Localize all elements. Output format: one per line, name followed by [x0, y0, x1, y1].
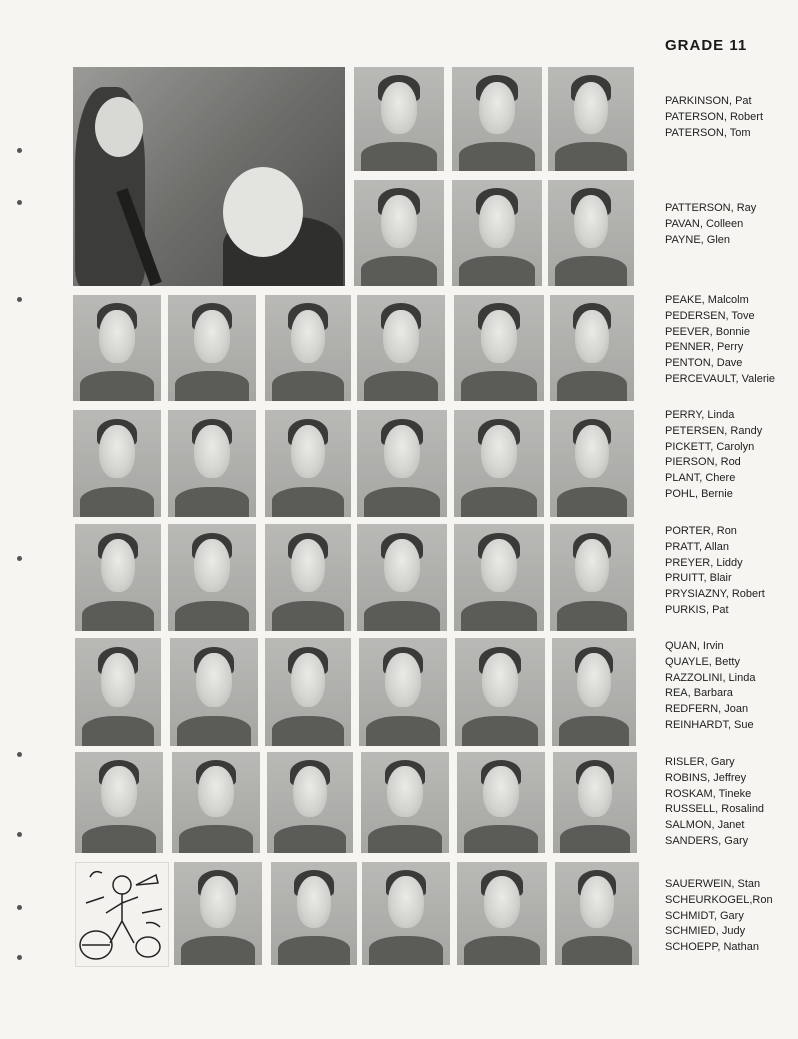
student-portrait — [354, 180, 444, 286]
student-portrait — [168, 295, 256, 401]
punch-hole-icon — [17, 148, 22, 153]
student-name: RAZZOLINI, Linda — [665, 671, 756, 684]
student-portrait — [452, 180, 542, 286]
student-name: SCHOEPP, Nathan — [665, 941, 759, 954]
student-name: PAVAN, Colleen — [665, 217, 744, 230]
punch-hole-icon — [17, 955, 22, 960]
student-name: PETERSEN, Randy — [665, 424, 763, 437]
student-name: PURKIS, Pat — [665, 603, 729, 616]
student-name: PEDERSEN, Tove — [665, 309, 755, 322]
student-name: PRUITT, Blair — [665, 572, 732, 585]
student-portrait — [357, 524, 447, 631]
student-portrait — [362, 862, 450, 965]
name-list — [665, 408, 762, 503]
student-portrait — [457, 752, 545, 853]
student-name: RISLER, Gary — [665, 756, 735, 768]
student-name: SCHEURKOGEL,Ron — [665, 893, 773, 906]
student-name: REINHARDT, Sue — [665, 718, 754, 731]
student-name: SALMON, Janet — [665, 819, 745, 832]
student-portrait — [359, 638, 447, 746]
student-name: PLANT, Chere — [665, 472, 736, 485]
student-name: PREYER, Liddy — [665, 556, 743, 569]
student-name: PATTERSON, Ray — [665, 202, 757, 214]
student-name: PENNER, Perry — [665, 341, 744, 354]
student-portrait — [457, 862, 547, 965]
student-name: PATERSON, Robert — [665, 110, 764, 123]
student-portrait — [170, 638, 258, 746]
student-name: PARKINSON, Pat — [665, 95, 752, 107]
student-name: PRATT, Allan — [665, 540, 729, 553]
student-portrait — [75, 752, 163, 853]
student-portrait — [168, 410, 256, 517]
student-name: SCHMIDT, Gary — [665, 909, 744, 922]
student-name: PAYNE, Glen — [665, 233, 731, 246]
punch-hole-icon — [17, 752, 22, 757]
student-name: RUSSELL, Rosalind — [665, 803, 765, 816]
student-portrait — [555, 862, 639, 965]
page-title: GRADE 11 — [665, 37, 748, 54]
punch-hole-icon — [17, 556, 22, 561]
student-portrait — [265, 410, 351, 517]
student-name: PERRY, Linda — [665, 409, 735, 421]
student-name: SAUERWEIN, Stan — [665, 878, 761, 890]
student-portrait — [357, 295, 445, 401]
student-portrait — [550, 410, 634, 517]
student-name: PEAKE, Malcolm — [665, 294, 749, 306]
student-portrait — [550, 295, 634, 401]
name-list — [665, 755, 764, 850]
student-portrait — [174, 862, 262, 965]
student-portrait — [168, 524, 256, 631]
student-name: QUAN, Irvin — [665, 640, 724, 652]
student-portrait — [75, 638, 161, 746]
student-portrait — [271, 862, 357, 965]
student-portrait — [548, 180, 634, 286]
student-name: POHL, Bernie — [665, 487, 733, 500]
student-name: REA, Barbara — [665, 687, 733, 700]
student-name: PEEVER, Bonnie — [665, 325, 750, 338]
student-portrait — [548, 67, 634, 171]
student-name: SCHMIED, Judy — [665, 925, 746, 938]
student-portrait — [454, 410, 544, 517]
student-name: REDFERN, Joan — [665, 703, 749, 716]
punch-hole-icon — [17, 905, 22, 910]
student-name: SANDERS, Gary — [665, 834, 749, 847]
student-portrait — [73, 295, 161, 401]
student-portrait — [550, 524, 634, 631]
student-portrait — [73, 410, 161, 517]
student-name: PORTER, Ron — [665, 525, 737, 537]
student-portrait — [75, 524, 161, 631]
punch-hole-icon — [17, 297, 22, 302]
name-list — [665, 293, 775, 388]
name-list — [665, 201, 756, 248]
punch-hole-icon — [17, 832, 22, 837]
student-name: ROSKAM, Tineke — [665, 787, 752, 800]
name-list — [665, 639, 755, 734]
student-name: PENTON, Dave — [665, 357, 743, 370]
punch-hole-icon — [17, 200, 22, 205]
student-name: PATERSON, Tom — [665, 126, 751, 139]
student-portrait — [267, 752, 353, 853]
student-name: PERCEVAULT, Valerie — [665, 372, 776, 385]
student-portrait — [455, 638, 545, 746]
student-portrait — [357, 410, 447, 517]
name-list — [665, 94, 763, 141]
name-list — [665, 877, 773, 956]
name-list — [665, 524, 765, 619]
student-portrait — [553, 752, 637, 853]
student-name: PIERSON, Rod — [665, 456, 741, 469]
drummer-cartoon-icon — [75, 862, 169, 967]
student-name: QUAYLE, Betty — [665, 655, 740, 668]
student-name: ROBINS, Jeffrey — [665, 771, 747, 784]
student-portrait — [354, 67, 444, 171]
student-portrait — [265, 638, 351, 746]
band-photo-icon — [73, 67, 345, 286]
student-portrait — [172, 752, 260, 853]
student-portrait — [454, 524, 544, 631]
student-portrait — [452, 67, 542, 171]
student-name: PRYSIAZNY, Robert — [665, 588, 765, 601]
student-portrait — [454, 295, 544, 401]
student-portrait — [265, 295, 351, 401]
student-portrait — [265, 524, 351, 631]
student-name: PICKETT, Carolyn — [665, 440, 755, 453]
student-portrait — [361, 752, 449, 853]
student-portrait — [552, 638, 636, 746]
